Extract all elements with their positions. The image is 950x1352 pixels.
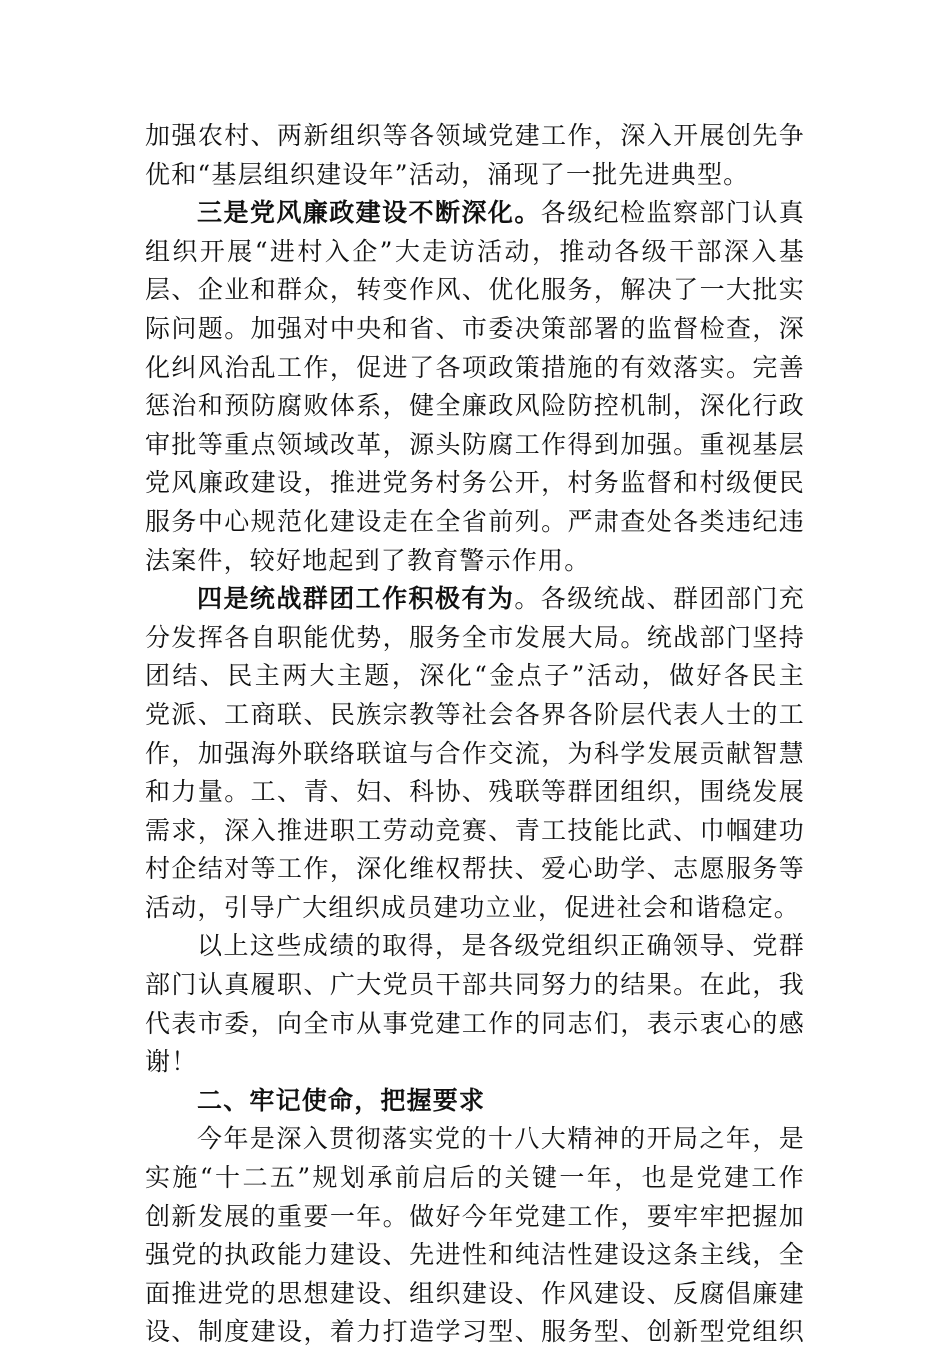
text-line: 创新发展的重要一年。做好今年党建工作，要牢牢把握加 [145, 1201, 805, 1231]
text-line: 法案件，较好地起到了教育警示作用。 [145, 545, 591, 575]
text-line: 面推进党的思想建设、组织建设、作风建设、反腐倡廉建 [145, 1278, 805, 1308]
paragraph-lead: 三是党风廉政建设不断深化。 [197, 198, 541, 228]
text-line: 实施“十二五”规划承前启后的关键一年，也是党建工作 [145, 1163, 805, 1193]
paragraph-lead: 四是统战群团工作积极有为 [197, 584, 515, 614]
text-line: 强党的执政能力建设、先进性和纯洁性建设这条主线，全 [145, 1240, 805, 1270]
text-line: 作，加强海外联络联谊与合作交流，为科学发展贡献智慧 [145, 738, 805, 768]
text-line: 代表市委，向全市从事党建工作的同志们，表示衷心的感 [145, 1008, 805, 1038]
paragraph-first-line [145, 194, 805, 233]
text-line: 惩治和预防腐败体系，健全廉政风险防控机制，深化行政 [145, 391, 805, 421]
paragraph-first-line: 以上这些成绩的取得，是各级党组织正确领导、党群 [197, 931, 805, 961]
section-heading: 二、牢记使命，把握要求 [197, 1085, 486, 1115]
text-line: 团结、民主两大主题，深化“金点子”活动，做好各民主 [145, 661, 805, 691]
text-line: 需求，深入推进职工劳动竞赛、青工技能比武、巾帼建功 [145, 815, 805, 845]
paragraph-first-line [145, 580, 805, 619]
paragraph-text: 。各级统战、群团部门充 [514, 584, 805, 614]
text-line: 加强农村、两新组织等各领域党建工作，深入开展创先争 [145, 121, 805, 150]
text-line: 际问题。加强对中央和省、市委决策部署的监督检查，深 [145, 313, 805, 343]
text-line: 化纠风治乱工作，促进了各项政策措施的有效落实。完善 [145, 352, 805, 382]
text-line: 层、企业和群众，转变作风、优化服务，解决了一大批实 [145, 275, 805, 305]
text-line: 党派、工商联、民族宗教等社会各界各阶层代表人士的工 [145, 699, 805, 729]
text-line: 审批等重点领域改革，源头防腐工作得到加强。重视基层 [145, 429, 805, 459]
text-line: 服务中心规范化建设走在全省前列。严肃查处各类违纪违 [145, 506, 805, 536]
text-line: 组织开展“进村入企”大走访活动，推动各级干部深入基 [145, 236, 805, 266]
text-line: 活动，引导广大组织成员建功立业，促进社会和谐稳定。 [145, 892, 801, 922]
text-line: 谢！ [145, 1047, 198, 1077]
text-line: 优和“基层组织建设年”活动，涌现了一批先进典型。 [145, 159, 750, 189]
text-line: 部门认真履职、广大党员干部共同努力的结果。在此，我 [145, 970, 805, 1000]
text-line: 党风廉政建设，推进党务村务公开，村务监督和村级便民 [145, 468, 805, 498]
text-line: 和力量。工、青、妇、科协、残联等群团组织，围绕发展 [145, 777, 805, 807]
text-line: 分发挥各自职能优势，服务全市发展大局。统战部门坚持 [145, 622, 805, 652]
text-line: 村企结对等工作，深化维权帮扶、爱心助学、志愿服务等 [145, 854, 805, 884]
text-line: 设、制度建设，着力打造学习型、服务型、创新型党组织 [145, 1317, 805, 1347]
document-body [145, 117, 805, 1352]
paragraph-text: 各级纪检监察部门认真 [540, 198, 805, 228]
paragraph-first-line: 今年是深入贯彻落实党的十八大精神的开局之年，是 [197, 1124, 805, 1154]
